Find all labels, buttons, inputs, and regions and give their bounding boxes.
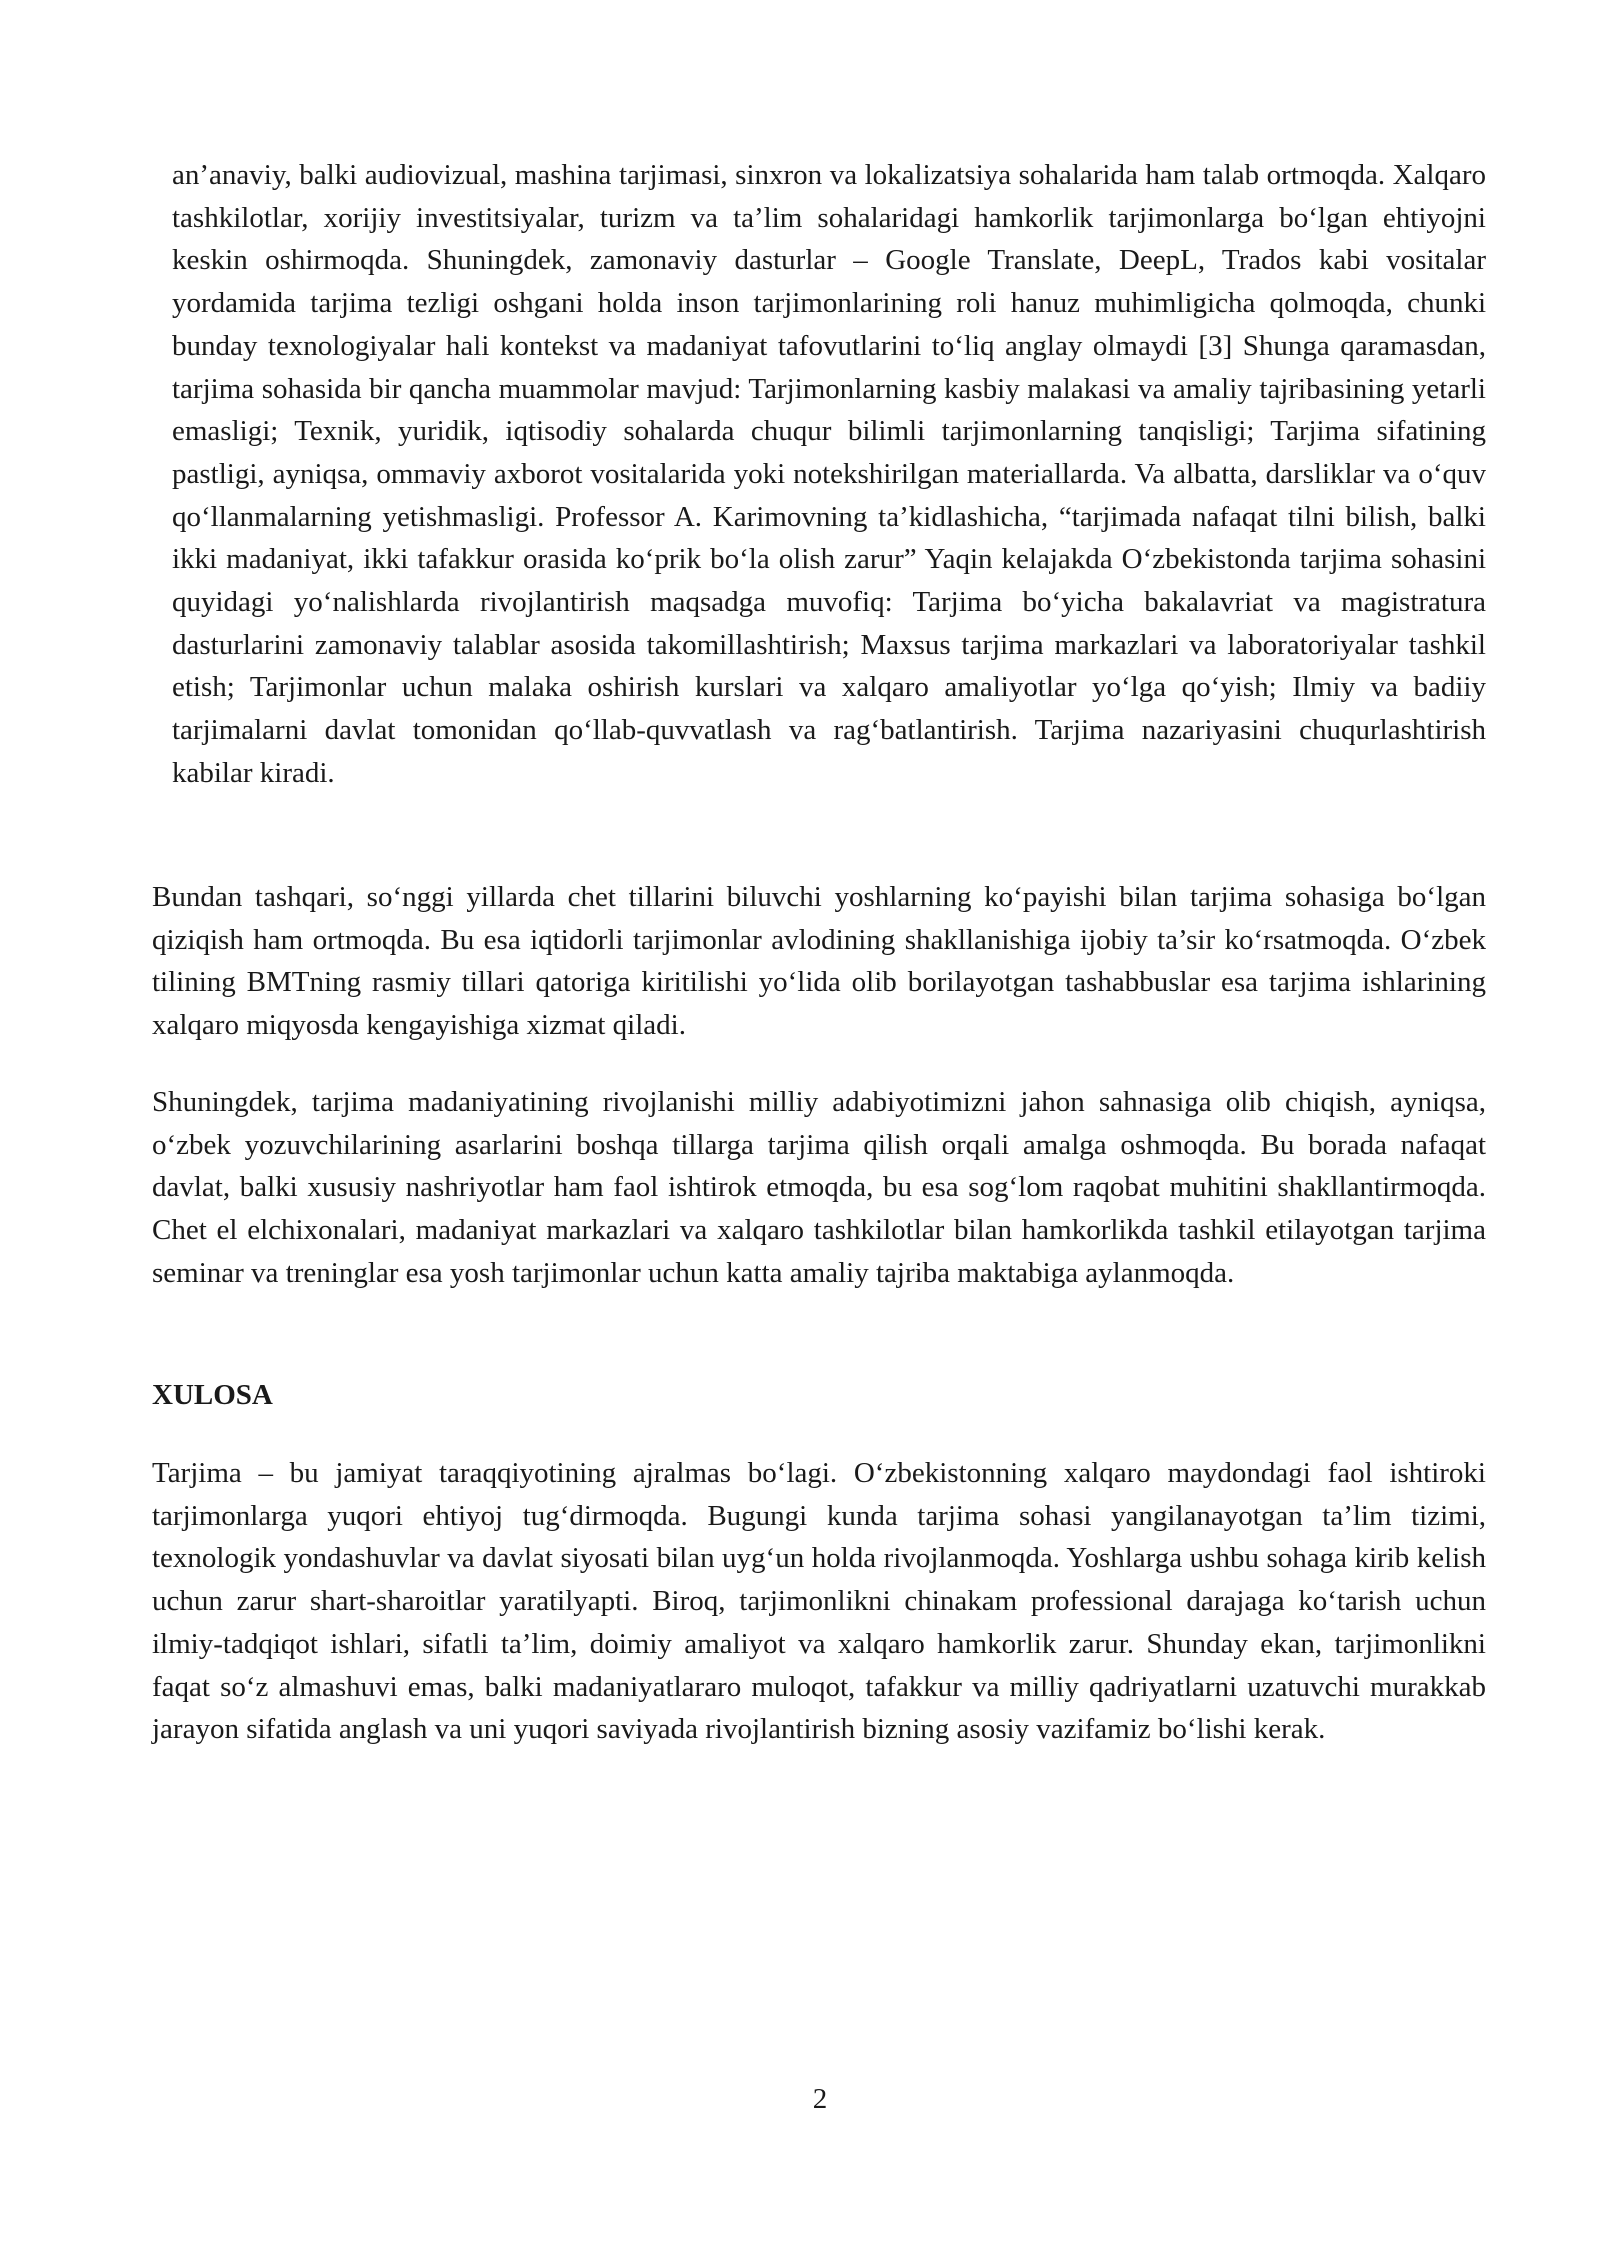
body-paragraph-3: Shuningdek, tarjima madaniyatining rivojlanishi milliy adabiyotimizni jahon sahnasiga olib chiqish, ayniqsa, o‘zbek yozuvchilarining asarlarini boshqa tillarga tarjima qilish orqali amalga oshmoqda. Bu borada nafaqat davlat, balki xususiy nashriyotlar ham faol ishtirok etmoqda, bu esa sog‘lom raqobat muhitini shakllantirmoqda. Chet el elchixonalari, madaniyat markazlari va xalqaro tashkilotlar bilan hamkorlikda tashkil etilayotgan tarjima seminar va treninglar esa yosh tarjimonlar uchun katta amaliy tajriba maktabiga aylanmoqda.	[152, 1086, 1486, 1289]
conclusion-paragraph: Tarjima – bu jamiyat taraqqiyotining ajralmas bo‘lagi. O‘zbekistonning xalqaro maydondagi faol ishtiroki tarjimonlarga yuqori ehtiyoj tug‘dirmoqda. Bugungi kunda tarjima sohasi yangilanayotgan ta’lim tizimi, texnologik yondashuvlar va davlat siyosati bilan uyg‘un holda rivojlanmoqda. Yoshlarga ushbu sohaga kirib kelish uchun zarur shart-sharoitlar yaratilyapti. Biroq, tarjimonlikni chinakam professional darajaga ko‘tarish uchun ilmiy-tadqiqot ishlari, sifatli ta’lim, doimiy amaliyot va xalqaro hamkorlik zarur. Shunday ekan, tarjimonlikni faqat so‘z almashuvi emas, balki madaniyatlararo muloqot, tafakkur va milliy qadriyatlarni uzatuvchi murakkab jarayon sifatida anglash va uni yuqori saviyada rivojlantirish bizning asosiy vazifamiz bo‘lishi kerak.	[152, 1457, 1486, 1746]
section-heading: XULOSA	[152, 1379, 273, 1411]
body-paragraph-2: Bundan tashqari, so‘nggi yillarda chet tillarini biluvchi yoshlarning ko‘payishi bilan tarjima sohasiga bo‘lgan qiziqish ham ortmoqda. Bu esa iqtidorli tarjimonlar avlodining shakllanishiga ijobiy ta’sir ko‘rsatmoqda. O‘zbek tilining BMTning rasmiy tillari qatoriga kiritilishi yo‘lida olib borilayotgan tashabbuslar esa tarjima ishlarining xalqaro miqyosda kengayishiga xizmat qiladi.	[152, 881, 1486, 1042]
body-paragraph-1: an’anaviy, balki audiovizual, mashina tarjimasi, sinxron va lokalizatsiya sohalarida ham talab ortmoqda. Xalqaro tashkilotlar, xorijiy investitsiyalar, turizm va ta’lim sohalaridagi hamkorlik tarjimonlarga bo‘lgan ehtiyojni keskin oshirmoqda. Shuningdek, zamonaviy dasturlar – Google Translate, DeepL, Trados kabi vositalar yordamida tarjima tezligi oshgani holda inson tarjimonlarining roli hanuz muhimligicha qolmoqda, chunki bunday texnologiyalar hali kontekst va madaniyat tafovutlarini to‘liq anglay olmaydi [3] Shunga qaramasdan, tarjima sohasida bir qancha muammolar mavjud: Tarjimonlarning kasbiy malakasi va amaliy tajribasining yetarli emasligi; Texnik, yuridik, iqtisodiy sohalarda chuqur bilimli tarjimonlarning tanqisligi; Tarjima sifatining pastligi, ayniqsa, ommaviy axborot vositalarida yoki notekshirilgan materiallarda. Va albatta, darsliklar va o‘quv qo‘llanmalarning yetishmasligi. Professor A. Karimovning ta’kidlashicha, “tarjimada nafaqat tilni bilish, balki ikki madaniyat, ikki tafakkur orasida ko‘prik bo‘la olish zarur” Yaqin kelajakda O‘zbekistonda tarjima sohasini quyidagi yo‘nalishlarda rivojlantirish maqsadga muvofiq: Tarjima bo‘yicha bakalavriat va magistratura dasturlarini zamonaviy talablar asosida takomillashtirish; Maxsus tarjima markazlari va laboratoriyalar tashkil etish; Tarjimonlar uchun malaka oshirish kurslari va xalqaro amaliyotlar yo‘lga qo‘yish; Ilmiy va badiiy tarjimalarni davlat tomonidan qo‘llab-quvvatlash va rag‘batlantirish. Tarjima nazariyasini chuqurlashtirish kabilar kiradi.	[172, 159, 1486, 789]
page-number: 2	[812, 2083, 828, 2115]
